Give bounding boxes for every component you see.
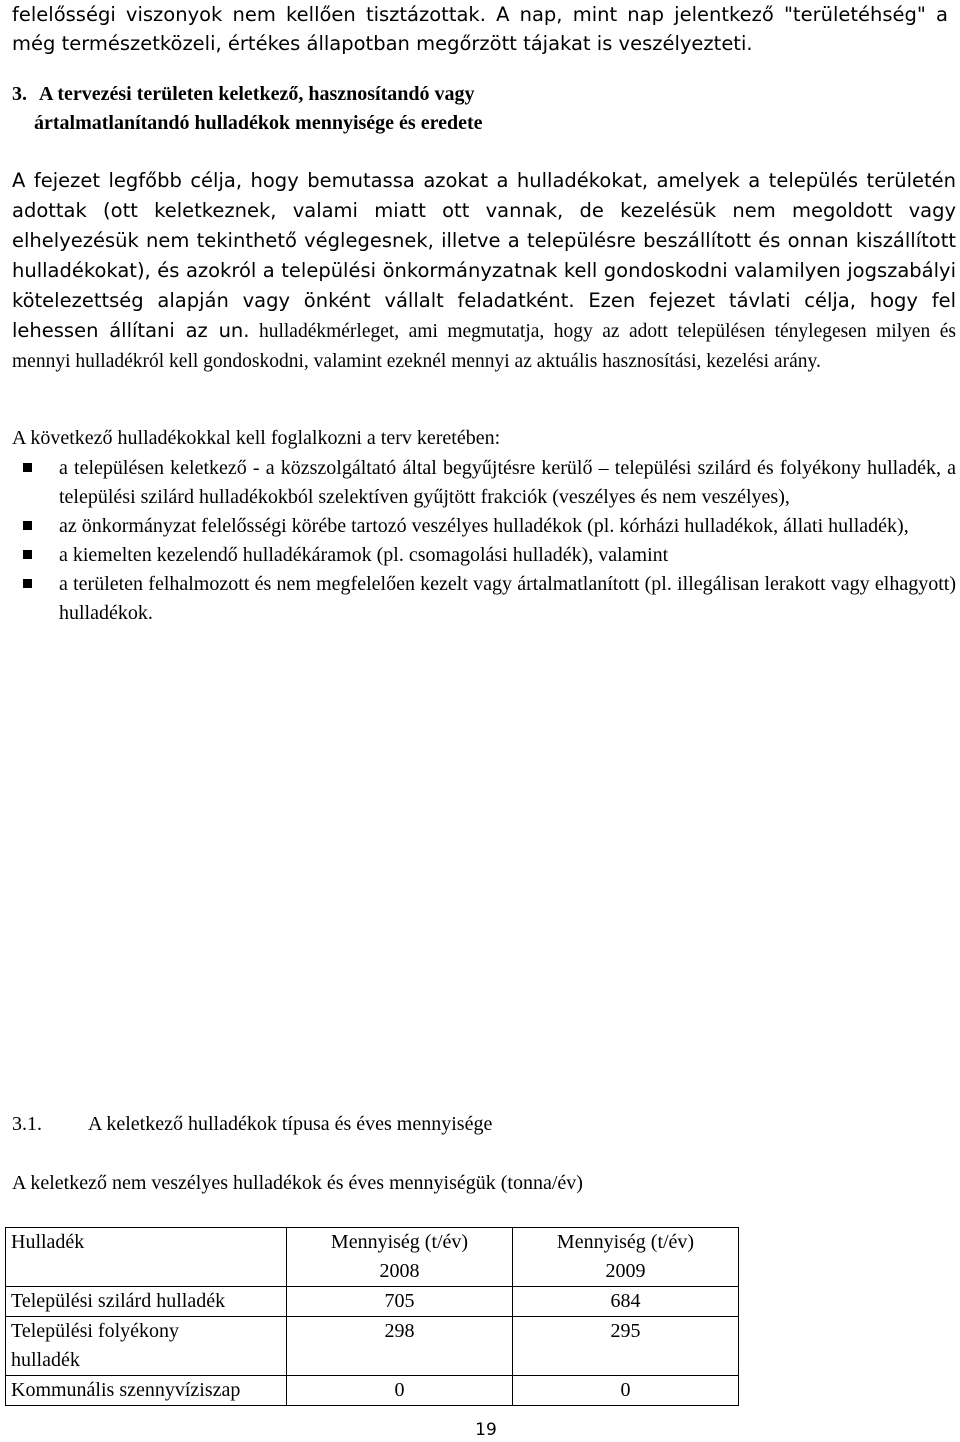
row-name-cell	[6, 1376, 287, 1406]
list-item-text: a kiemelten kezelendő hulladékáramok (pl. csomagolási hulladék), valamint	[59, 544, 669, 566]
row-name: Települési folyékony	[11, 1320, 179, 1342]
header-text: Mennyiség (t/év)	[330, 1231, 469, 1253]
header-text: Mennyiség (t/év)	[556, 1231, 695, 1253]
header-cell-2008	[287, 1228, 513, 1287]
waste-list	[12, 454, 956, 628]
header-cell-waste	[6, 1228, 287, 1287]
continued-paragraph: felelősségi viszonyok nem kellően tisztázottak. A nap, mint nap jelentkező "területéhség" a még természetközeli, értékes állapotban megőrzött tájakat is veszélyezteti.	[12, 3, 948, 55]
list-item	[12, 512, 956, 541]
table-header-row	[6, 1228, 739, 1287]
list-item	[12, 541, 956, 570]
list-item	[12, 454, 956, 512]
header-year: 2008	[379, 1260, 420, 1282]
table-row	[6, 1317, 739, 1376]
value-cell-2008: 298	[287, 1317, 513, 1376]
square-bullet-icon	[23, 579, 32, 588]
list-item	[12, 570, 956, 628]
subsection-title: A keletkező hulladékok típusa és éves mennyisége	[88, 1113, 493, 1135]
row-name-cell	[6, 1287, 287, 1317]
value-cell-2008: 0	[287, 1376, 513, 1406]
subsection-number: 3.1.	[12, 1113, 42, 1135]
section-title-line-1: A tervezési területen keletkező, hasznosítandó vagy	[39, 83, 475, 105]
value-cell-2008: 705	[287, 1287, 513, 1317]
row-name-cell	[6, 1317, 287, 1376]
row-name: Települési szilárd hulladék	[11, 1290, 226, 1312]
header-cell-2009	[513, 1228, 739, 1287]
value-cell-2009: 295	[513, 1317, 739, 1376]
intro-text-part-2: hulladékmérleget, ami megmutatja, hogy az adott településen ténylegesen milyen és mennyi hulladékról kell gondoskodni, valamint ezeknél mennyi az aktuális hasznosítási, kezelési arány.	[12, 321, 956, 372]
intro-text-part-1: A fejezet legfőbb célja, hogy bemutassa azokat a hulladékokat, amelyek a település területén adottak (ott keletkeznek, valami miatt ott vannak, de kezelésük nem megoldott vagy elhelyezésük nem tekinthető véglegesnek, illetve a településre beszállított és onnan kiszállított hulladékokat), és azokról a települési önkormányzatnak kell gondoskodni valamilyen jogszabályi kötelezettség alapján vagy önként vállalt feladatként. Ezen fejezet távlati célja, hogy fel lehessen állítani az un.	[12, 169, 956, 343]
value-cell-2009: 684	[513, 1287, 739, 1317]
section-title-line-2: ártalmatlanítandó hulladékok mennyisége és eredete	[34, 112, 483, 134]
page-number: 19	[475, 1420, 497, 1440]
section-heading	[12, 80, 912, 138]
square-bullet-icon	[23, 550, 32, 559]
list-intro: A következő hulladékokkal kell foglalkozni a terv keretében:	[12, 427, 501, 449]
table-row	[6, 1376, 739, 1406]
square-bullet-icon	[23, 521, 32, 530]
row-name: Kommunális szennyvíziszap	[11, 1379, 241, 1401]
list-item-text: az önkormányzat felelősségi körébe tartozó veszélyes hulladékok (pl. kórházi hulladékok, állati hulladék),	[59, 515, 909, 537]
table-caption: A keletkező nem veszélyes hulladékok és éves mennyiségük (tonna/év)	[12, 1172, 583, 1194]
value-cell-2009: 0	[513, 1376, 739, 1406]
subsection-heading	[12, 1110, 492, 1139]
intro-paragraph	[12, 166, 956, 376]
list-item-text: a területen felhalmozott és nem megfelelően kezelt vagy ártalmatlanított (pl. illegálisan lerakott vagy elhagyott) hulladékok.	[59, 573, 956, 624]
list-item-text: a településen keletkező - a közszolgáltató által begyűjtésre kerülő – települési szilárd és folyékony hulladék, a települési szilárd hulladékokból szelektíven gyűjtött frakciók (veszélyes és nem veszélyes),	[59, 457, 956, 508]
table-row	[6, 1287, 739, 1317]
waste-quantity-table	[5, 1227, 739, 1406]
section-heading-line-1	[12, 80, 912, 109]
header-year: 2009	[605, 1260, 646, 1282]
section-number: 3.	[12, 83, 27, 105]
header-text: Hulladék	[11, 1231, 85, 1253]
square-bullet-icon	[23, 463, 32, 472]
row-name-continued: hulladék	[11, 1349, 80, 1371]
